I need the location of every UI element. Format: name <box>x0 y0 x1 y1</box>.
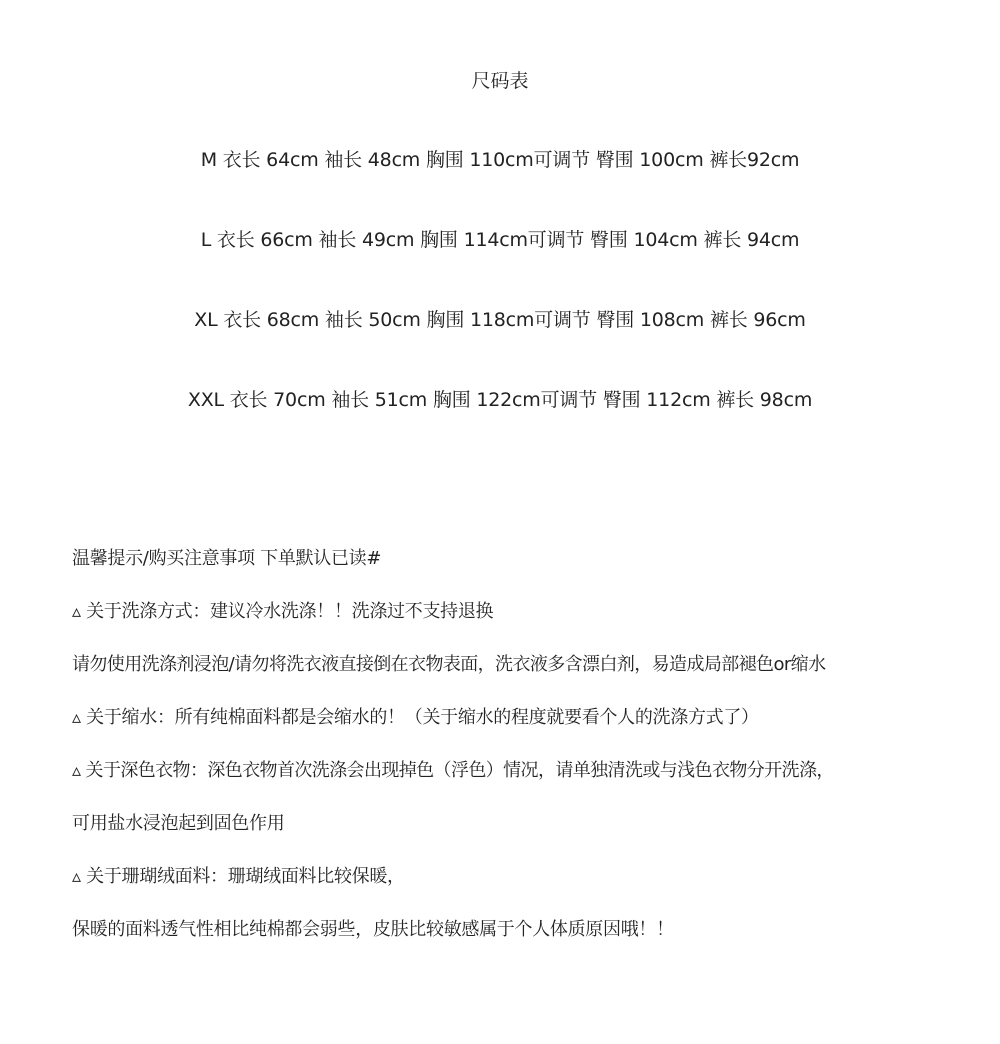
note-dark-clothing: ▵ 关于深色衣物：深色衣物首次洗涤会出现掉色（浮色）情况，请单独清洗或与浅色衣物分开洗涤， <box>72 760 834 781</box>
note-salt-water: 可用盐水浸泡起到固色作用 <box>72 813 285 834</box>
size-row-l: L 衣长 66cm 袖长 49cm 胸围 114cm可调节 臀围 104cm 裤长 94cm <box>200 229 800 251</box>
size-chart-title: 尺码表 <box>471 70 529 92</box>
note-detergent-warning: 请勿使用洗涤剂浸泡/请勿将洗衣液直接倒在衣物表面，洗衣液多含漂白剂，易造成局部褪色or缩水 <box>72 654 826 675</box>
size-row-xxl: XXL 衣长 70cm 袖长 51cm 胸围 122cm可调节 臀围 112cm 裤长 98cm <box>187 389 813 411</box>
note-shrinkage: ▵ 关于缩水：所有纯棉面料都是会缩水的！（关于缩水的程度就要看个人的洗涤方式了） <box>72 707 759 728</box>
care-notes <box>72 546 992 970</box>
note-breathability: 保暖的面料透气性相比纯棉都会弱些，皮肤比较敏感属于个人体质原因哦！！ <box>72 919 674 940</box>
size-row-m: M 衣长 64cm 袖长 48cm 胸围 110cm可调节 臀围 100cm 裤长92cm <box>200 149 800 171</box>
note-coral-fleece: ▵ 关于珊瑚绒面料：珊瑚绒面料比较保暖， <box>72 866 405 887</box>
notes-heading: 温馨提示/购买注意事项 下单默认已读# <box>72 548 382 569</box>
note-washing-method: ▵ 关于洗涤方式：建议冷水洗涤！！洗涤过不支持退换 <box>72 601 494 622</box>
size-row-xl: XL 衣长 68cm 袖长 50cm 胸围 118cm可调节 臀围 108cm 裤长 96cm <box>194 309 806 331</box>
